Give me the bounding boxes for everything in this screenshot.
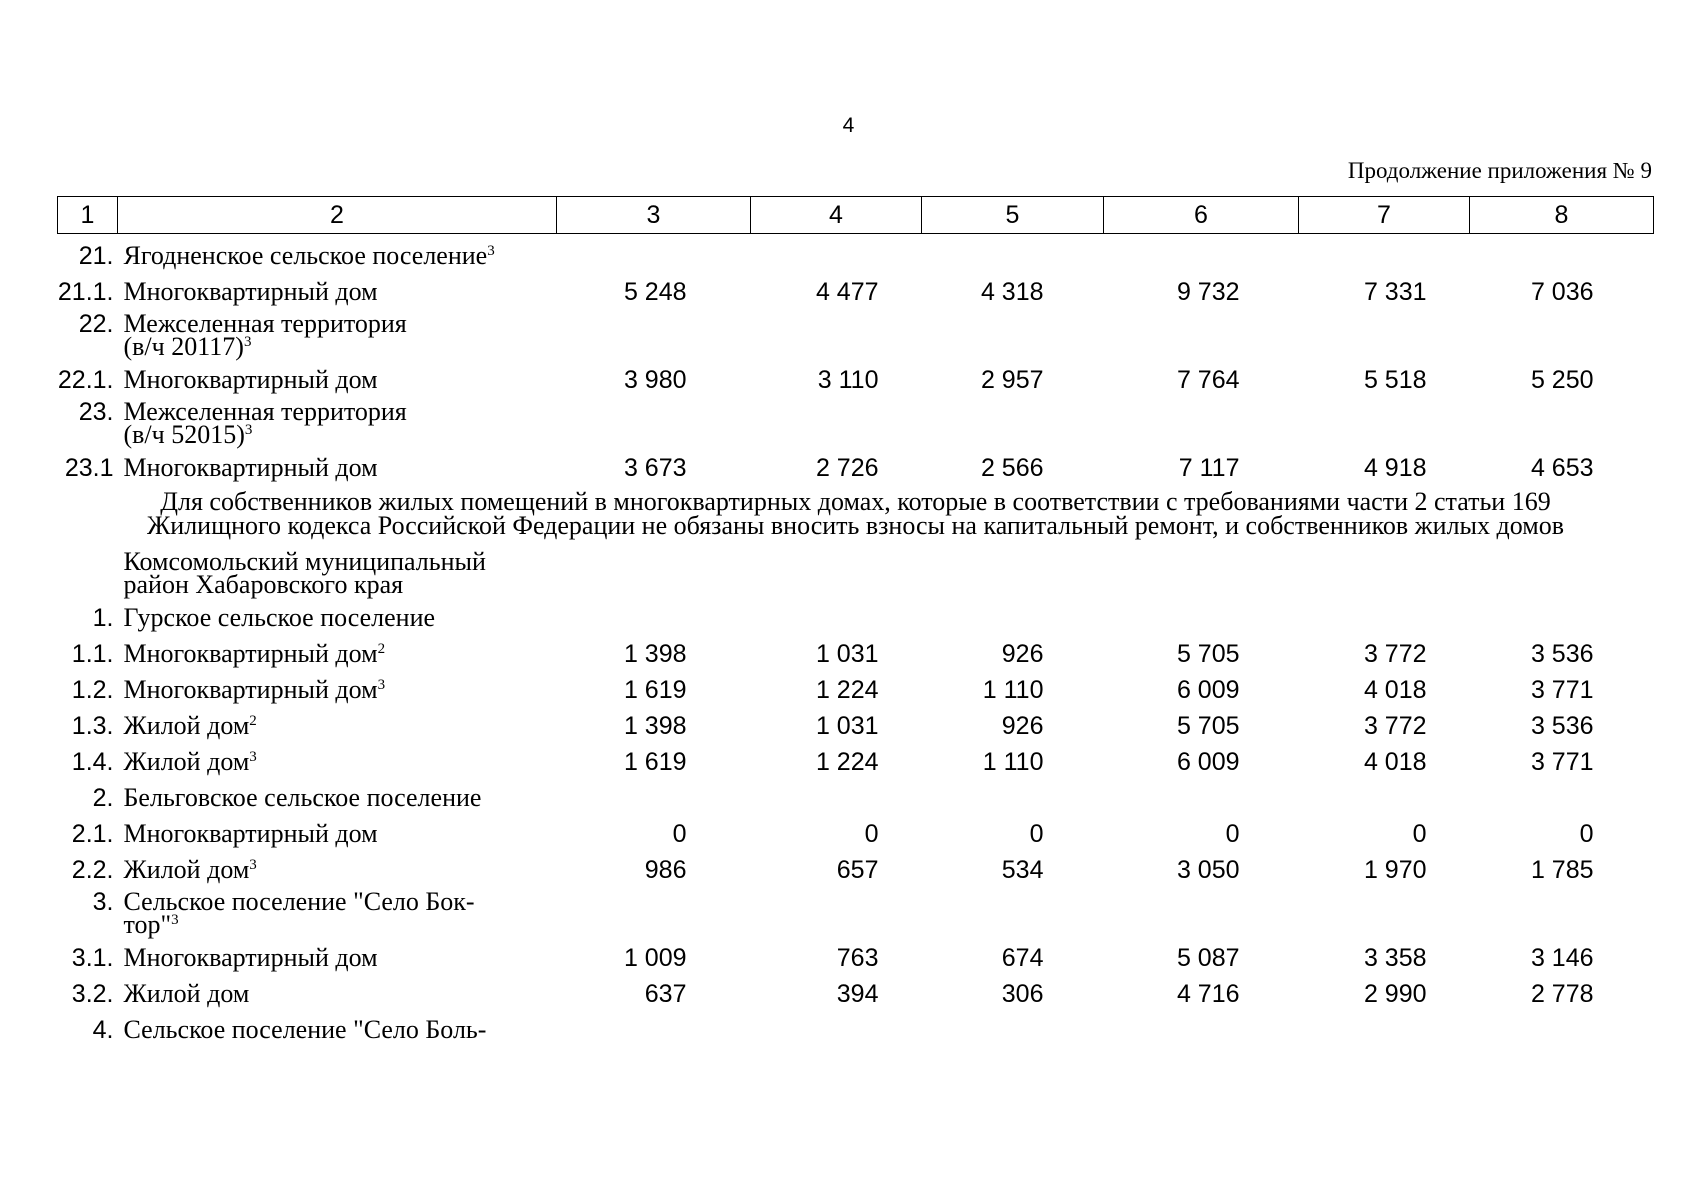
table-row [58, 704, 1654, 740]
row-name [118, 394, 557, 449]
row-name-text: Жилой дом [123, 978, 250, 1008]
row-name [118, 668, 557, 704]
value-cell: 7 117 [1178, 453, 1240, 482]
value-cell: 3 771 [1530, 675, 1594, 704]
value-cell: 1 398 [623, 711, 687, 740]
table-row [58, 358, 1654, 394]
table-row [58, 812, 1654, 848]
row-name [118, 704, 557, 740]
value-cell: 1 110 [982, 675, 1044, 704]
value-cell [557, 306, 751, 358]
value-cell [557, 884, 751, 936]
table-row [58, 306, 1654, 358]
value-cell: 1 031 [815, 639, 879, 668]
value-cell [1299, 544, 1470, 596]
row-number: 23. [78, 397, 114, 426]
value-cell: 1 970 [1363, 855, 1427, 884]
row-name [118, 1008, 557, 1044]
row-number: 4. [92, 1015, 114, 1044]
table-row [58, 446, 1654, 482]
value-cell [1299, 1008, 1470, 1044]
row-name-text: Многоквартирный дом [123, 942, 378, 972]
table-row [58, 848, 1654, 884]
appendix-note: Продолжение приложения № 9 [1347, 158, 1652, 183]
row-name-text: Жилой дом [123, 746, 250, 776]
value-cell [1299, 306, 1470, 358]
table-row [58, 544, 1654, 596]
value-cell [751, 234, 922, 270]
value-cell: 0 [1029, 819, 1044, 848]
footnote-marker: 2 [249, 712, 257, 729]
value-cell: 3 110 [817, 365, 879, 394]
value-cell [557, 544, 751, 596]
column-header: 4 [751, 197, 922, 234]
value-cell: 306 [1001, 979, 1044, 1008]
row-name [118, 776, 557, 812]
value-cell [751, 884, 922, 936]
row-number: 1. [92, 603, 114, 632]
row-name [118, 936, 557, 972]
value-cell [557, 776, 751, 812]
value-cell: 7 764 [1176, 365, 1240, 394]
value-cell: 4 318 [980, 277, 1044, 306]
value-cell: 9 732 [1176, 277, 1240, 306]
row-name-text-continued: (в/ч 20117) [123, 331, 244, 361]
value-cell: 394 [836, 979, 879, 1008]
value-cell [557, 596, 751, 632]
row-name [118, 972, 557, 1008]
footnote-marker: 3 [171, 911, 179, 928]
row-name [118, 446, 557, 482]
value-cell: 2 566 [980, 453, 1044, 482]
section-heading-row [58, 482, 1654, 544]
value-cell: 0 [672, 819, 687, 848]
value-cell [751, 1008, 922, 1044]
row-number: 3.2. [71, 979, 114, 1008]
value-cell [751, 544, 922, 596]
value-cell [751, 776, 922, 812]
row-name [118, 812, 557, 848]
row-number: 21. [78, 242, 114, 270]
row-name-text: Жилой дом [123, 854, 250, 884]
table-row [58, 972, 1654, 1008]
value-cell: 637 [644, 979, 687, 1008]
table-row [58, 632, 1654, 668]
value-cell [751, 306, 922, 358]
value-cell: 5 705 [1176, 711, 1240, 740]
table-header [58, 197, 1654, 234]
column-header: 3 [557, 197, 751, 234]
value-cell: 7 036 [1530, 277, 1594, 306]
row-number: 2.1. [71, 819, 114, 848]
value-cell [1470, 1008, 1654, 1044]
value-cell: 0 [1225, 819, 1240, 848]
value-cell [1104, 234, 1299, 270]
value-cell [557, 1008, 751, 1044]
value-cell [1470, 234, 1654, 270]
footnote-marker: 3 [249, 748, 257, 765]
row-name-text-continued: район Хабаровского края [123, 569, 404, 599]
value-cell [557, 234, 751, 270]
value-cell: 4 477 [815, 277, 879, 306]
footnote-marker: 3 [377, 676, 386, 693]
value-cell: 3 050 [1176, 855, 1240, 884]
section-heading [58, 482, 1654, 544]
table-row [58, 234, 1654, 270]
value-cell: 2 726 [815, 453, 879, 482]
value-cell: 0 [864, 819, 879, 848]
row-name-text: Ягодненское сельское поселение [123, 241, 488, 270]
value-cell: 5 518 [1363, 365, 1427, 394]
table-row [58, 1008, 1654, 1044]
table-row [58, 394, 1654, 446]
value-cell [1299, 596, 1470, 632]
row-name-text: Многоквартирный дом [123, 364, 378, 394]
row-number: 22.1. [57, 365, 114, 394]
value-cell: 1 398 [623, 639, 687, 668]
section-heading-line: Жилищного кодекса Российской Федерации не обязаны вносить взносы на капитальный ремонт, и собственников жилых домов [147, 510, 1564, 540]
value-cell: 4 018 [1363, 675, 1427, 704]
value-cell: 1 619 [623, 747, 687, 776]
value-cell [1299, 884, 1470, 936]
row-name-text-continued: тор" [123, 909, 172, 939]
value-cell [922, 884, 1104, 936]
value-cell: 5 087 [1176, 943, 1240, 972]
row-name-text: Жилой дом [123, 710, 250, 740]
value-cell: 1 224 [815, 747, 879, 776]
value-cell: 4 018 [1363, 747, 1427, 776]
row-name [118, 848, 557, 884]
row-number: 1.1. [71, 639, 114, 668]
row-name-text: Многоквартирный дом [123, 674, 378, 704]
value-cell: 4 918 [1363, 453, 1427, 482]
row-name-text-continued: (в/ч 52015) [123, 419, 245, 449]
row-name [118, 270, 557, 306]
column-header: 7 [1299, 197, 1470, 234]
column-header: 6 [1104, 197, 1299, 234]
row-number: 2.2. [71, 855, 114, 884]
value-cell [1104, 776, 1299, 812]
value-cell: 657 [836, 855, 879, 884]
row-number: 3. [92, 887, 114, 916]
value-cell [922, 776, 1104, 812]
table-row [58, 776, 1654, 812]
table-row [58, 740, 1654, 776]
value-cell [922, 306, 1104, 358]
value-cell: 6 009 [1176, 675, 1240, 704]
value-cell: 674 [1001, 943, 1044, 972]
row-number: 21.1. [57, 277, 114, 306]
table-body [58, 234, 1654, 1044]
footnote-marker: 3 [243, 333, 252, 350]
value-cell: 7 331 [1363, 277, 1427, 306]
value-cell: 2 990 [1363, 979, 1427, 1008]
row-name-text: Комсомольский муниципальный [123, 546, 486, 576]
row-number: 23.1 [64, 453, 114, 482]
value-cell: 5 248 [623, 277, 687, 306]
value-cell [751, 394, 922, 446]
value-cell: 3 536 [1530, 711, 1594, 740]
value-cell: 2 778 [1530, 979, 1594, 1008]
value-cell [1299, 234, 1470, 270]
row-name-text: Многоквартирный дом [123, 818, 378, 848]
column-header: 2 [118, 197, 557, 234]
row-number [58, 544, 118, 596]
header-row [58, 197, 1654, 234]
value-cell [1299, 394, 1470, 446]
footnote-marker: 3 [487, 243, 495, 259]
value-cell [1104, 544, 1299, 596]
value-cell: 6 009 [1176, 747, 1240, 776]
row-name-text: Бельговское сельское поселение [123, 782, 482, 812]
value-cell: 5 250 [1530, 365, 1594, 394]
row-name-text: Многоквартирный дом [123, 638, 378, 668]
row-number: 3.1. [71, 943, 114, 972]
row-name-text: Межселенная территория [123, 396, 407, 426]
table-row [58, 596, 1654, 632]
value-cell: 3 771 [1530, 747, 1594, 776]
value-cell: 3 358 [1363, 943, 1427, 972]
row-number: 1.3. [71, 711, 114, 740]
table-row [58, 668, 1654, 704]
value-cell: 3 146 [1530, 943, 1594, 972]
value-cell [922, 1008, 1104, 1044]
value-cell [1104, 884, 1299, 936]
row-name [118, 596, 557, 632]
footnote-marker: 3 [244, 421, 253, 438]
value-cell: 1 785 [1530, 855, 1594, 884]
table-row [58, 884, 1654, 936]
page-number: 4 [842, 114, 855, 137]
value-cell [1299, 776, 1470, 812]
value-cell: 926 [1001, 639, 1044, 668]
row-name [118, 544, 557, 599]
row-name [118, 306, 557, 361]
value-cell [1470, 306, 1654, 358]
value-cell: 986 [644, 855, 687, 884]
row-name-text: Сельское поселение "Село Боль- [123, 1014, 487, 1044]
row-name-text: Многоквартирный дом [123, 452, 378, 482]
value-cell: 926 [1001, 711, 1044, 740]
row-name [118, 234, 557, 270]
value-cell [1470, 596, 1654, 632]
value-cell: 5 705 [1176, 639, 1240, 668]
value-cell: 1 619 [623, 675, 687, 704]
column-header: 8 [1470, 197, 1654, 234]
row-name [118, 632, 557, 668]
value-cell [1470, 776, 1654, 812]
column-header: 5 [922, 197, 1104, 234]
value-cell: 3 536 [1530, 639, 1594, 668]
section-heading-line: Для собственников жилых помещений в многоквартирных домах, которые в соответствии с требованиями части 2 статьи 169 [160, 486, 1551, 516]
value-cell [1104, 596, 1299, 632]
table-row [58, 270, 1654, 306]
row-number: 2. [92, 783, 114, 812]
value-cell: 3 980 [623, 365, 687, 394]
value-cell [1470, 884, 1654, 936]
row-number: 22. [78, 309, 114, 338]
tariff-table [57, 196, 1654, 1044]
footnote-marker: 2 [377, 640, 386, 657]
value-cell: 0 [1412, 819, 1427, 848]
row-name [118, 358, 557, 394]
value-cell: 3 673 [623, 453, 687, 482]
value-cell: 763 [836, 943, 879, 972]
value-cell: 534 [1001, 855, 1044, 884]
value-cell: 1 224 [815, 675, 879, 704]
value-cell: 1 009 [623, 943, 687, 972]
value-cell: 3 772 [1363, 711, 1427, 740]
value-cell: 2 957 [980, 365, 1044, 394]
footnote-marker: 3 [249, 856, 257, 873]
value-cell: 1 031 [815, 711, 879, 740]
row-number: 1.2. [71, 675, 114, 704]
value-cell [751, 596, 922, 632]
row-name-text: Сельское поселение "Село Бок- [123, 886, 475, 916]
row-name [118, 740, 557, 776]
row-name [118, 884, 557, 939]
value-cell [1470, 544, 1654, 596]
value-cell: 4 653 [1530, 453, 1594, 482]
value-cell [1104, 306, 1299, 358]
row-name-text: Гурское сельское поселение [123, 602, 436, 632]
value-cell [922, 234, 1104, 270]
value-cell [922, 394, 1104, 446]
value-cell [1104, 394, 1299, 446]
row-number: 1.4. [71, 747, 114, 776]
row-name-text: Межселенная территория [123, 308, 407, 338]
value-cell: 3 772 [1363, 639, 1427, 668]
value-cell [922, 544, 1104, 596]
row-name-text: Многоквартирный дом [123, 276, 378, 306]
column-header: 1 [58, 197, 118, 234]
value-cell [1470, 394, 1654, 446]
value-cell [922, 596, 1104, 632]
value-cell: 1 110 [982, 747, 1044, 776]
value-cell [557, 394, 751, 446]
value-cell [1104, 1008, 1299, 1044]
table-row [58, 936, 1654, 972]
value-cell: 0 [1579, 819, 1594, 848]
value-cell: 4 716 [1176, 979, 1240, 1008]
